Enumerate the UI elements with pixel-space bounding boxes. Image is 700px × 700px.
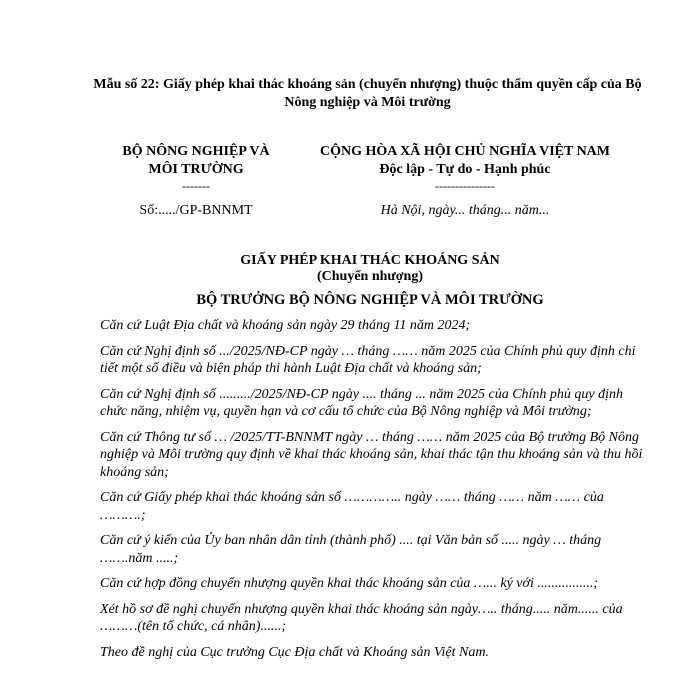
basis-paragraph: Căn cứ ý kiến của Ủy ban nhân dân tỉnh (thành phố) .... tại Văn bản số ..... ngày … tháng …….năm .....; — [100, 533, 602, 566]
authority-title: BỘ TRƯỞNG BỘ NÔNG NGHIỆP VÀ MÔI TRƯỜNG — [196, 292, 544, 308]
form-title: Mẫu số 22: Giấy phép khai thác khoáng sản (chuyển nhượng) thuộc thẩm quyền cấp của Bộ Nông nghiệp và Môi trường — [93, 77, 642, 110]
national-motto: Độc lập - Tự do - Hạnh phúc — [379, 162, 551, 177]
motto-separator: --------------- — [435, 179, 495, 193]
document-subtitle: (Chuyển nhượng) — [316, 269, 424, 284]
basis-paragraph: Căn cứ Nghị định số ........./2025/NĐ-CP ngày .... tháng ... năm 2025 của Chính phủ quy định chức năng, nhiệm vụ, quyền hạn và cơ cấu tổ chức của Bộ Nông nghiệp và Môi trường; — [100, 386, 624, 419]
basis-paragraph: Căn cứ hợp đồng chuyển nhượng quyền khai thác khoáng sản của …... ký với ................; — [100, 576, 599, 591]
country-name: CỘNG HÒA XÃ HỘI CHỦ NGHĨA VIỆT NAM — [319, 144, 610, 159]
agency-separator: ------- — [182, 179, 210, 193]
agency-name-line2: MÔI TRƯỜNG — [148, 162, 244, 177]
legal-basis — [100, 317, 645, 669]
basis-paragraph: Căn cứ Nghị định số .../2025/NĐ-CP ngày … tháng …… năm 2025 của Chính phủ quy định chi tiết một số điều và biện pháp thi hành Luật Địa chất và khoáng sản; — [100, 343, 636, 376]
basis-paragraph: Theo đề nghị của Cục trưởng Cục Địa chất và Khoáng sản Việt Nam. — [100, 644, 489, 660]
issuing-agency — [92, 143, 300, 193]
document-title: GIẤY PHÉP KHAI THÁC KHOÁNG SẢN — [240, 253, 500, 268]
document-number: Số:...../GP-BNNMT — [139, 203, 253, 218]
agency-name-line1: BỘ NÔNG NGHIỆP VÀ — [122, 144, 270, 159]
place-date: Hà Nội, ngày... tháng... năm... — [380, 203, 550, 218]
basis-paragraph: Xét hồ sơ đề nghị chuyển nhượng quyền khai thác khoáng sản ngày….. tháng..... năm...... của ………(tên tổ chức, cá nhân)......; — [100, 601, 623, 634]
basis-paragraph: Căn cứ Thông tư số … /2025/TT-BNNMT ngày … tháng …… năm 2025 của Bộ trưởng Bộ Nông nghiệp và Môi trường quy định về khai thác khoáng sản, khai thác tận thu khoáng sản và thu hồi khoáng sản; — [100, 429, 643, 480]
national-title — [290, 143, 640, 193]
basis-paragraph: Căn cứ Giấy phép khai thác khoáng sản số ………….. ngày …… tháng …… năm …… của ……….; — [100, 490, 604, 523]
basis-paragraph: Căn cứ Luật Địa chất và khoáng sản ngày 29 tháng 11 năm 2024; — [100, 318, 471, 333]
